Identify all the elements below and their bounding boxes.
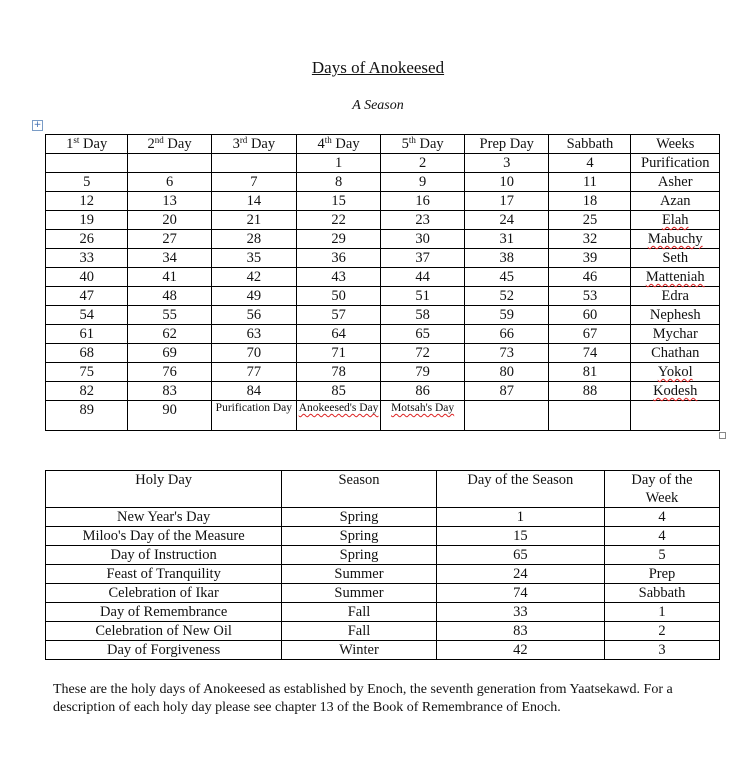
table-cell: 3 — [604, 641, 719, 660]
day-cell: 18 — [549, 192, 631, 211]
day-cell: 82 — [46, 382, 128, 401]
day-cell: 3 — [465, 154, 549, 173]
day-cell: 19 — [46, 211, 128, 230]
day-cell: 67 — [549, 325, 631, 344]
description-paragraph: These are the holy days of Anokeesed as established by Enoch, the seventh generation from Yaatsekawd. For a description of each holy day please see chapter 13 of the Book of Remembrance of Enoch. — [53, 682, 673, 715]
table-cell: Prep — [604, 565, 719, 584]
day-cell: 76 — [128, 363, 211, 382]
day-cell: Anokeesed's Day — [296, 401, 380, 431]
day-cell: 79 — [381, 363, 465, 382]
table-cell: 65 — [436, 546, 604, 565]
day-cell: 22 — [296, 211, 380, 230]
table-row — [46, 363, 720, 382]
holy-days-table — [45, 470, 720, 660]
column-header: 1st Day — [46, 135, 128, 154]
day-cell — [631, 401, 720, 431]
day-cell: 13 — [128, 192, 211, 211]
day-cell — [465, 401, 549, 431]
day-cell: 42 — [211, 268, 296, 287]
header-row — [46, 135, 720, 154]
day-cell: 5 — [46, 173, 128, 192]
column-header: Holy Day — [46, 471, 282, 508]
column-header: 2nd Day — [128, 135, 211, 154]
table-row — [46, 622, 720, 641]
day-cell: 12 — [46, 192, 128, 211]
table-cell: 5 — [604, 546, 719, 565]
week-name-cell: Chathan — [631, 344, 720, 363]
day-cell: 1 — [296, 154, 380, 173]
table-row — [46, 641, 720, 660]
week-name-cell: Seth — [631, 249, 720, 268]
day-cell: 28 — [211, 230, 296, 249]
day-cell: 77 — [211, 363, 296, 382]
table-cell: 2 — [604, 622, 719, 641]
table-row — [46, 527, 720, 546]
table-cell: Miloo's Day of the Measure — [46, 527, 282, 546]
day-cell: 74 — [549, 344, 631, 363]
day-cell: 32 — [549, 230, 631, 249]
day-cell: 25 — [549, 211, 631, 230]
day-cell: Motsah's Day — [381, 401, 465, 431]
day-cell: 70 — [211, 344, 296, 363]
day-cell: 26 — [46, 230, 128, 249]
day-cell — [128, 154, 211, 173]
day-cell — [46, 154, 128, 173]
day-cell: 60 — [549, 306, 631, 325]
table-cell: Feast of Tranquility — [46, 565, 282, 584]
table-cell: 4 — [604, 527, 719, 546]
table-row — [46, 211, 720, 230]
day-cell: 57 — [296, 306, 380, 325]
day-cell: 49 — [211, 287, 296, 306]
week-name-cell: Yokol — [631, 363, 720, 382]
table-row — [46, 344, 720, 363]
day-cell: 48 — [128, 287, 211, 306]
day-cell: 39 — [549, 249, 631, 268]
table-cell: 24 — [436, 565, 604, 584]
day-cell: 36 — [296, 249, 380, 268]
day-cell: 17 — [465, 192, 549, 211]
table-row — [46, 508, 720, 527]
day-cell: 23 — [381, 211, 465, 230]
day-cell: 10 — [465, 173, 549, 192]
table-cell: Summer — [282, 565, 436, 584]
day-cell: 4 — [549, 154, 631, 173]
column-header: Season — [282, 471, 436, 508]
day-cell: 21 — [211, 211, 296, 230]
table-cell: Day of Remembrance — [46, 603, 282, 622]
table-row — [46, 306, 720, 325]
column-header: Day of the Season — [436, 471, 604, 508]
table-row — [46, 268, 720, 287]
day-cell: 84 — [211, 382, 296, 401]
document-title: Days of Anokeesed — [311, 58, 445, 77]
header-row — [46, 471, 720, 508]
day-cell: 14 — [211, 192, 296, 211]
week-name-cell: Nephesh — [631, 306, 720, 325]
day-cell: 31 — [465, 230, 549, 249]
table-cell: 42 — [436, 641, 604, 660]
day-cell: 34 — [128, 249, 211, 268]
table-row — [46, 154, 720, 173]
day-cell: 88 — [549, 382, 631, 401]
column-header: Prep Day — [465, 135, 549, 154]
table-cell: 15 — [436, 527, 604, 546]
table-cell: 33 — [436, 603, 604, 622]
column-header: 5th Day — [381, 135, 465, 154]
day-cell: 40 — [46, 268, 128, 287]
table-cell: 4 — [604, 508, 719, 527]
day-cell: 8 — [296, 173, 380, 192]
day-cell: 85 — [296, 382, 380, 401]
day-cell: 71 — [296, 344, 380, 363]
day-cell: 37 — [381, 249, 465, 268]
day-cell: 80 — [465, 363, 549, 382]
day-cell: 15 — [296, 192, 380, 211]
document-subtitle: A Season — [352, 98, 404, 113]
season-table — [45, 134, 720, 431]
day-cell: 59 — [465, 306, 549, 325]
table-row — [46, 565, 720, 584]
day-cell: 52 — [465, 287, 549, 306]
table-row — [46, 401, 720, 431]
day-cell: 9 — [381, 173, 465, 192]
day-cell: 66 — [465, 325, 549, 344]
day-cell: 65 — [381, 325, 465, 344]
table-cell: Fall — [282, 622, 436, 641]
table-cell: New Year's Day — [46, 508, 282, 527]
day-cell: 89 — [46, 401, 128, 431]
table-row — [46, 249, 720, 268]
day-cell: 45 — [465, 268, 549, 287]
day-cell: 72 — [381, 344, 465, 363]
table-cell: Day of Forgiveness — [46, 641, 282, 660]
table-cell: Summer — [282, 584, 436, 603]
day-cell: 38 — [465, 249, 549, 268]
column-header: Sabbath — [549, 135, 631, 154]
day-cell: 29 — [296, 230, 380, 249]
day-cell: 83 — [128, 382, 211, 401]
table-cell: Day of Instruction — [46, 546, 282, 565]
table-row — [46, 584, 720, 603]
week-name-cell: Azan — [631, 192, 720, 211]
table-cell: 1 — [436, 508, 604, 527]
week-name-cell: Mychar — [631, 325, 720, 344]
day-cell: 7 — [211, 173, 296, 192]
table-cell: 83 — [436, 622, 604, 641]
table-resize-handle[interactable] — [719, 432, 726, 439]
day-cell: 43 — [296, 268, 380, 287]
day-cell: 55 — [128, 306, 211, 325]
day-cell: 16 — [381, 192, 465, 211]
day-cell: 62 — [128, 325, 211, 344]
table-cell: Spring — [282, 508, 436, 527]
column-header: 4th Day — [296, 135, 380, 154]
day-cell: 69 — [128, 344, 211, 363]
table-move-handle-icon[interactable]: + — [33, 120, 42, 130]
week-name-cell: Edra — [631, 287, 720, 306]
day-cell: 47 — [46, 287, 128, 306]
table-cell: Spring — [282, 527, 436, 546]
day-cell: Purification Day — [211, 401, 296, 431]
table-row — [46, 382, 720, 401]
table-row — [46, 287, 720, 306]
day-cell: 2 — [381, 154, 465, 173]
table-cell: Sabbath — [604, 584, 719, 603]
day-cell: 46 — [549, 268, 631, 287]
column-header: Weeks — [631, 135, 720, 154]
day-cell: 53 — [549, 287, 631, 306]
table-row — [46, 192, 720, 211]
table-row — [46, 325, 720, 344]
table-cell: 1 — [604, 603, 719, 622]
table-row — [46, 603, 720, 622]
day-cell: 86 — [381, 382, 465, 401]
day-cell: 44 — [381, 268, 465, 287]
day-cell: 33 — [46, 249, 128, 268]
day-cell: 75 — [46, 363, 128, 382]
day-cell: 50 — [296, 287, 380, 306]
week-name-cell: Kodesh — [631, 382, 720, 401]
week-name-cell: Mabuchy — [631, 230, 720, 249]
day-cell: 61 — [46, 325, 128, 344]
day-cell — [211, 154, 296, 173]
day-cell: 68 — [46, 344, 128, 363]
table-cell: Celebration of New Oil — [46, 622, 282, 641]
table-cell: Fall — [282, 603, 436, 622]
day-cell: 24 — [465, 211, 549, 230]
day-cell: 41 — [128, 268, 211, 287]
table-cell: Spring — [282, 546, 436, 565]
day-cell: 30 — [381, 230, 465, 249]
table-cell: 74 — [436, 584, 604, 603]
table-cell: Winter — [282, 641, 436, 660]
day-cell: 56 — [211, 306, 296, 325]
week-name-cell: Matteniah — [631, 268, 720, 287]
day-cell: 27 — [128, 230, 211, 249]
day-cell: 63 — [211, 325, 296, 344]
day-cell: 54 — [46, 306, 128, 325]
week-name-cell: Asher — [631, 173, 720, 192]
day-cell: 81 — [549, 363, 631, 382]
day-cell: 73 — [465, 344, 549, 363]
table-row — [46, 230, 720, 249]
table-row — [46, 546, 720, 565]
day-cell: 78 — [296, 363, 380, 382]
column-header: 3rd Day — [211, 135, 296, 154]
week-name-cell: Elah — [631, 211, 720, 230]
table-cell: Celebration of Ikar — [46, 584, 282, 603]
day-cell: 35 — [211, 249, 296, 268]
day-cell: 58 — [381, 306, 465, 325]
day-cell: 64 — [296, 325, 380, 344]
week-name-cell: Purification — [631, 154, 720, 173]
day-cell: 11 — [549, 173, 631, 192]
day-cell: 6 — [128, 173, 211, 192]
table-row — [46, 173, 720, 192]
day-cell: 87 — [465, 382, 549, 401]
day-cell — [549, 401, 631, 431]
day-cell: 51 — [381, 287, 465, 306]
day-cell: 90 — [128, 401, 211, 431]
day-cell: 20 — [128, 211, 211, 230]
column-header: Day of the Week — [604, 471, 719, 508]
